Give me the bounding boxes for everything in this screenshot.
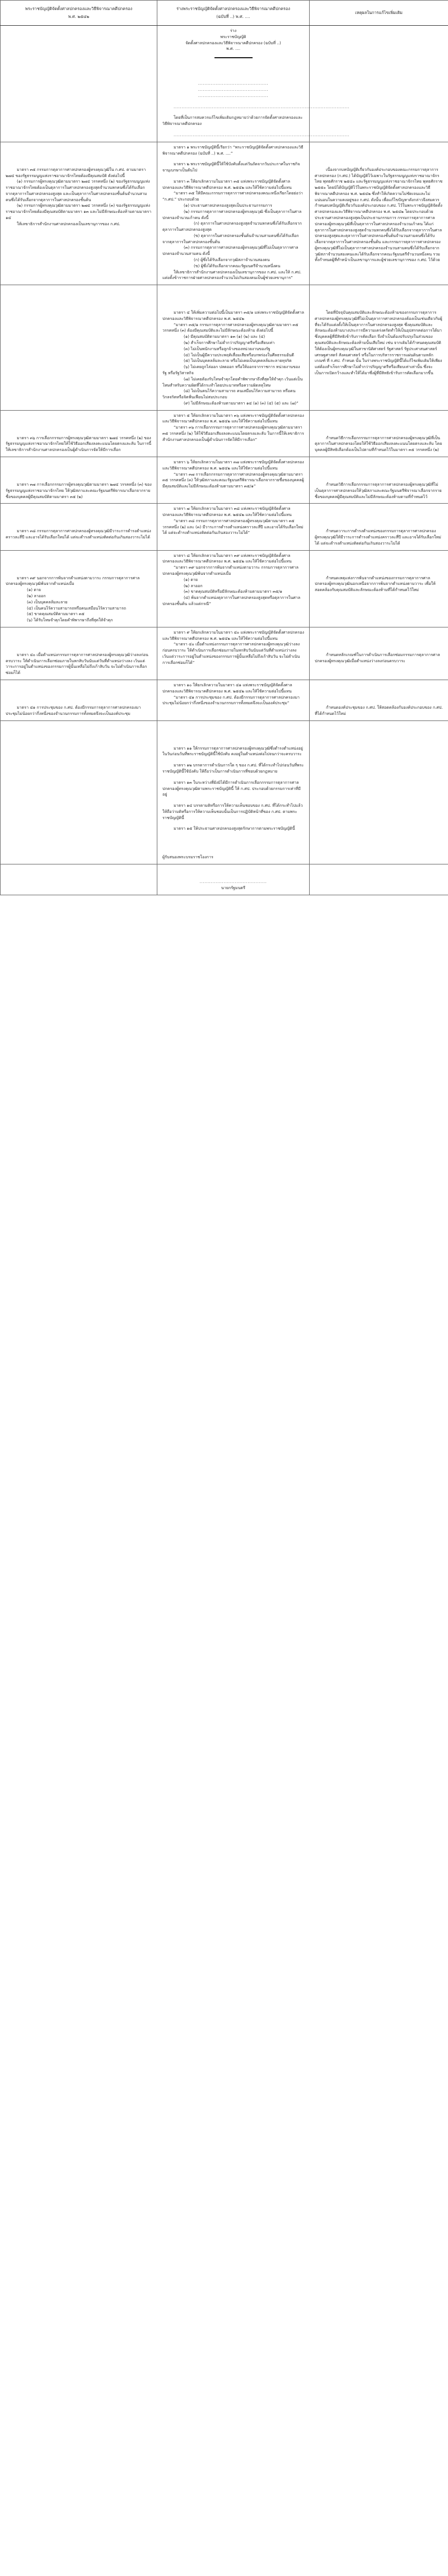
table-row bbox=[1, 720, 448, 864]
cell-1-right bbox=[310, 142, 448, 285]
paragraph: มาตรา ๑๓ ในระหว่างที่ยังมิได้มีการดำเนินการเลือกกรรมการตุลาการศาลปกครองผู้ทรงคุณวุฒิตามพระราชบัญญัตินี้ ให้ ก.ศป. ประกอบด้วยกรรมการเท่าที่มีอยู่ bbox=[162, 779, 301, 797]
vertical-spacer bbox=[6, 145, 152, 167]
paragraph: (๙) ไม่มีลักษณะต้องห้ามตามมาตรา ๑๔ (๑) (๓) (๔) (๕) และ (๗)” bbox=[184, 400, 298, 406]
vertical-spacer bbox=[315, 287, 443, 310]
paragraph: มาตรา ๑๕ ให้ประธานศาลปกครองสูงสุดรักษาการตามพระราชบัญญัตินี้ bbox=[174, 826, 295, 831]
cell-5-left bbox=[1, 504, 157, 550]
table-row bbox=[1, 680, 448, 721]
header-existing-act bbox=[1, 1, 157, 26]
paragraph: ให้เลขาธิการสำนักงานศาลปกครองเป็นเลขานุการของ ก.ศป. bbox=[17, 221, 120, 226]
vertical-spacer bbox=[162, 58, 304, 81]
paragraph: “มาตรา ๔๐ เมื่อตำแหน่งกรรมการตุลาการศาลปกครองผู้ทรงคุณวุฒิว่างลงก่อนครบวาระ ให้ดำเนินการเลือกซ่อมภายในหกสิบวันนับแต่วันที่ตำแหน่งว่างลง เว้นแต่วาระการอยู่ในตำแหน่งของกรรมการผู้นั้นเหลือไม่ถึงเก้าสิบวัน จะไม่ดำเนินการเลือกซ่อมก็ได้” bbox=[162, 641, 300, 665]
paragraph: .......................................... bbox=[199, 878, 267, 884]
cell-6-middle bbox=[157, 550, 310, 627]
vertical-spacer bbox=[162, 99, 304, 104]
vertical-spacer bbox=[6, 682, 152, 705]
cell-0-right bbox=[310, 26, 448, 142]
vertical-spacer bbox=[6, 553, 152, 575]
cell-8-right bbox=[310, 680, 448, 721]
header-reasons bbox=[310, 1, 448, 26]
paragraph: ............................................ bbox=[198, 92, 269, 98]
paragraph: (ก) ผู้ซึ่งได้รับเลือกจากวุฒิสภาจำนวนสองคน bbox=[194, 257, 270, 262]
paragraph: (๑) กรรมการผู้ทรงคุณวุฒิตามมาตรา ๒๗๔ วรรคหนึ่ง (๒) ของรัฐธรรมนูญแห่งราชอาณาจักรไทยต้องเป็นตุลาการในศาลปกครองสูงสุดจำนวนหกคนซึ่งได้รับเลือกจากตุลาการในศาลปกครองสูงสุด และเป็นตุลาการในศาลปกครองชั้นต้นจำนวนสามคนซึ่งได้รับเลือกจากตุลาการในศาลปกครองชั้นต้น bbox=[6, 179, 150, 202]
vertical-spacer bbox=[6, 413, 152, 435]
cell-8-middle bbox=[157, 680, 310, 721]
table-row bbox=[1, 26, 448, 142]
paragraph: พ.ศ. .... bbox=[226, 46, 240, 52]
paragraph: (๓) ไม่เป็นพนักงานหรือลูกจ้างของหน่วยงานของรัฐ bbox=[184, 346, 270, 351]
paragraph: โดยที่ปัจจุบันคุณสมบัติและลักษณะต้องห้ามของกรรมการตุลาการศาลปกครองผู้ทรงคุณวุฒิที่ไม่เป็นตุลาการศาลปกครองต้องเป็นเช่นเดียวกับผู้ที่จะได้รับแต่งตั้งให้เป็นตุลาการในศาลปกครองสูงสุด ซึ่งคุณสมบัติและลักษณะต้องห้ามบางประการมีความเคร่งครัดทำให้เป็นอุปสรรคต่อการได้มาซึ่งบุคคลผู้ที่มีสิทธิเข้ารับการคัดเลือก จึงจำเป็นต้องปรับปรุงในส่วนของคุณสมบัติและลักษณะต้องห้ามนั้นเสียใหม่ เช่น จากเดิมได้กำหนดคุณสมบัติให้ต้องเป็นผู้ทรงคุณวุฒิในสาขานิติศาสตร์ รัฐศาสตร์ รัฐประศาสนศาสตร์ เศรษฐศาสตร์ สังคมศาสตร์ หรือในการบริหารราชการแผ่นดินตามหลักเกณฑ์ ที่ ก.ศป. กำหนด นั้น ในร่างพระราชบัญญัตินี้ได้แก้ไขเพิ่มเติมให้เพียงแต่ต้องสำเร็จการศึกษาไม่ต่ำกว่าปริญญาตรีหรือเทียบเท่าเท่านั้น ซึ่งจะเป็นการเปิดกว้างและทำให้ได้มาซึ่งผู้ที่มีสิทธิเข้ารับการคัดเลือกมากขึ้น bbox=[315, 310, 442, 375]
paragraph: (๑) ตาย bbox=[27, 587, 41, 593]
paragraph: มาตรา ๑๐ ให้ยกเลิกความในมาตรา ๔๑ แห่งพระราชบัญญัติจัดตั้งศาลปกครองและวิธีพิจารณาคดีปกครอง พ.ศ. ๒๕๔๒ และให้ใช้ความต่อไปนี้แทน bbox=[162, 682, 292, 694]
cell-6-left bbox=[1, 550, 157, 627]
table-row bbox=[1, 285, 448, 411]
cell-5-right bbox=[310, 504, 448, 550]
paragraph: (๓) เป็นบุคคลล้มละลาย bbox=[27, 599, 68, 605]
paragraph: กำหนดหลักเกณฑ์ในการดำเนินการเลือกซ่อมกรรมการตุลาการศาลปกครองผู้ทรงคุณวุฒิเมื่อตำแหน่งว่างลงก่อนครบวาระ bbox=[315, 652, 440, 663]
paragraph: มาตรา ๔๐ เมื่อตำแหน่งกรรมการตุลาการศาลปกครองผู้ทรงคุณวุฒิว่างลงก่อนครบวาระ ให้ดำเนินการเลือกซ่อมภายในหกสิบวันนับแต่วันที่ตำแหน่งว่างลง เว้นแต่วาระการอยู่ในตำแหน่งของกรรมการผู้นั้นเหลือไม่ถึงเก้าสิบวัน จะไม่ดำเนินการเลือกซ่อมก็ได้ bbox=[6, 652, 148, 676]
paragraph: (๔) พ้นจากตำแหน่งตุลาการในศาลปกครองสูงสุดหรือตุลาการในศาลปกครองชั้นต้น แล้วแต่กรณี” bbox=[162, 595, 301, 606]
header-existing-act-line1: พระราชบัญญัติจัดตั้งศาลปกครองและวิธีพิจารณาคดีปกครอง bbox=[25, 6, 133, 11]
header-reasons-label: เหตุผลในการแก้ไขเพิ่มเติม bbox=[355, 10, 403, 16]
paragraph: (ข) ตุลาการในศาลปกครองชั้นต้นจำนวนสามคนซึ่งได้รับเลือกจากตุลาการในศาลปกครองชั้นต้น bbox=[162, 233, 299, 244]
paragraph: (๒) ลาออก bbox=[27, 593, 46, 598]
paragraph: มาตรา ๓๘ กรรมการตุลาการศาลปกครองผู้ทรงคุณวุฒิมีวาระการดำรงตำแหน่งคราวละสี่ปี และอาจได้รับเลือกใหม่ได้ แต่จะดำรงตำแหน่งติดต่อกันเกินสองวาระไม่ได้ bbox=[6, 528, 151, 540]
cell-2-middle bbox=[157, 285, 310, 411]
paragraph: (๔) ไม่เป็นผู้มีความประพฤติเสื่อมเสียหรือบกพร่องในศีลธรรมอันดี bbox=[184, 352, 294, 357]
comparison-document bbox=[0, 0, 448, 895]
vertical-spacer bbox=[162, 775, 304, 780]
paragraph: ............................................ bbox=[198, 87, 269, 92]
header-draft-act bbox=[157, 1, 310, 26]
paragraph: “มาตรา ๔๑ การประชุมของ ก.ศป. ต้องมีกรรมการตุลาการศาลปกครองมาประชุมไม่น้อยกว่ากึ่งหนึ่งของจำนวนกรรมการทั้งหมดจึงจะเป็นองค์ประชุม” bbox=[162, 694, 300, 706]
paragraph: มาตรา ๖ ให้ยกเลิกความในมาตรา ๓๗ แห่งพระราชบัญญัติจัดตั้งศาลปกครองและวิธีพิจารณาคดีปกครอง พ.ศ. ๒๕๔๒ และให้ใช้ความต่อไปนี้แทน bbox=[162, 459, 304, 471]
legislation-comparison-table bbox=[0, 0, 448, 895]
vertical-spacer bbox=[162, 832, 304, 854]
paragraph: (๔) เป็นคนไร้ความสามารถหรือคนเสมือนไร้ความสามารถ bbox=[27, 605, 127, 611]
table-body bbox=[1, 26, 448, 895]
cell-9-middle bbox=[157, 720, 310, 864]
paragraph: .............................................................................................................. bbox=[174, 132, 350, 137]
paragraph: (๒) สำเร็จการศึกษาไม่ต่ำกว่าปริญญาตรีหรือเทียบเท่า bbox=[184, 340, 275, 346]
cell-2-right bbox=[310, 285, 448, 411]
paragraph: (๗) ไม่เคยต้องรับโทษจำคุกโดยคำพิพากษาถึงที่สุดให้จำคุก เว้นแต่เป็นโทษสำหรับความผิดที่ได้กระทำโดยประมาทหรือความผิดลหุโทษ bbox=[162, 376, 303, 388]
table-row bbox=[1, 864, 448, 895]
cell-8-left bbox=[1, 680, 157, 721]
cell-3-left bbox=[1, 410, 157, 457]
vertical-spacer bbox=[162, 156, 304, 161]
table-row bbox=[1, 410, 448, 457]
paragraph: มาตรา ๓๗ การเลือกกรรมการผู้ทรงคุณวุฒิตามมาตรา ๒๗๔ วรรคหนึ่ง (๓) ของรัฐธรรมนูญแห่งราชอาณาจักรไทย ให้วุฒิสภาและคณะรัฐมนตรีพิจารณาเลือกจากรายชื่อของบุคคลผู้มีคุณสมบัติตามมาตรา ๓๕ (๒) bbox=[6, 481, 152, 499]
paragraph: มาตรา ๕ ให้ยกเลิกความในมาตรา ๓๖ แห่งพระราชบัญญัติจัดตั้งศาลปกครองและวิธีพิจารณาคดีปกครอง พ.ศ. ๒๕๔๒ และให้ใช้ความต่อไปนี้แทน bbox=[162, 412, 304, 424]
paragraph: (๕) ขาดคุณสมบัติตามมาตรา ๓๕ bbox=[27, 611, 85, 617]
paragraph: มาตรา ๑๑ ให้กรรมการตุลาการศาลปกครองผู้ทรงคุณวุฒิซึ่งดำรงตำแหน่งอยู่ในวันก่อนวันที่พระราชบัญญัตินี้ใช้บังคับ คงอยู่ในตำแหน่งต่อไปจนกว่าจะครบวาระ bbox=[162, 745, 303, 757]
paragraph: “มาตรา ๓๘ กรรมการตุลาการศาลปกครองผู้ทรงคุณวุฒิตามมาตรา ๓๕ วรรคหนึ่ง (๒) และ (๓) มีวาระการดำรงตำแหน่งคราวละสี่ปี และอาจได้รับเลือกใหม่ได้ แต่จะดำรงตำแหน่งติดต่อกันเกินสองวาระไม่ได้” bbox=[162, 518, 304, 536]
paragraph: (๕) ไม่เป็นบุคคลล้มละลาย หรือไม่เคยเป็นบุคคลล้มละลายทุจริต bbox=[184, 358, 292, 364]
paragraph: (๒) กรรมการผู้ทรงคุณวุฒิตามมาตรา ๒๗๔ วรรคหนึ่ง (๓) ของรัฐธรรมนูญแห่งราชอาณาจักรไทยต้องมีคุณสมบัติตามมาตรา ๑๓ และไม่มีลักษณะต้องห้ามตามมาตรา ๑๔ bbox=[6, 203, 152, 220]
paragraph: กำหนดองค์ประชุมของ ก.ศป. ให้สอดคล้องกับองค์ประกอบของ ก.ศป. ที่ได้กำหนดไว้ใหม่ bbox=[315, 705, 443, 716]
vertical-spacer bbox=[6, 459, 152, 482]
paragraph: มาตรา ๓๙ นอกจากการพ้นจากตำแหน่งตามวาระ กรรมการตุลาการศาลปกครองผู้ทรงคุณวุฒิพ้นจากตำแหน่งเมื่อ bbox=[6, 575, 140, 587]
cell-4-middle bbox=[157, 457, 310, 503]
paragraph: (๓) ขาดคุณสมบัติหรือมีลักษณะต้องห้ามตามมาตรา ๓๕/๑ bbox=[184, 589, 283, 594]
vertical-spacer bbox=[162, 723, 304, 746]
vertical-spacer bbox=[6, 506, 152, 528]
table-row bbox=[1, 627, 448, 680]
paragraph: (๒) ลาออก bbox=[184, 583, 203, 588]
paragraph: กำหนดวิธีการเลือกกรรมการตุลาการศาลปกครองผู้ทรงคุณวุฒิที่ไม่เป็นตุลาการศาลปกครองให้วุฒิสภาและคณะรัฐมนตรีพิจารณาเลือกจากรายชื่อของบุคคลผู้มีคุณสมบัติและไม่มีลักษณะต้องห้ามตามที่กำหนดไว้ bbox=[315, 481, 442, 499]
vertical-spacer bbox=[315, 630, 443, 652]
vertical-spacer bbox=[162, 127, 304, 132]
cell-2-left bbox=[1, 285, 157, 411]
paragraph: เนื่องจากบทบัญญัติเกี่ยวกับองค์ประกอบของคณะกรรมการตุลาการศาลปกครอง (ก.ศป.) ได้บัญญัติไว้เฉพาะในรัฐธรรมนูญแห่งราชอาณาจักรไทย พุทธศักราช ๒๕๔๐ และรัฐธรรมนูญแห่งราชอาณาจักรไทย พุทธศักราช ๒๕๕๐ โดยมิได้บัญญัติไว้ในพระราชบัญญัติจัดตั้งศาลปกครองและวิธีพิจารณาคดีปกครอง พ.ศ. ๒๕๔๒ ซึ่งทำให้เกิดความไม่ชัดเจนและไม่แน่นอนในความคงอยู่ของ ก.ศป. ดังนั้น เพื่อแก้ไขปัญหาดังกล่าวจึงสมควรกำหนดบทบัญญัติเกี่ยวกับองค์ประกอบของ ก.ศป. ไว้ในพระราชบัญญัติจัดตั้งศาลปกครองและวิธีพิจารณาคดีปกครอง พ.ศ. ๒๕๔๒ โดยประกอบด้วยประธานศาลปกครองสูงสุดเป็นประธานกรรมการ กรรมการตุลาการศาลปกครองผู้ทรงคุณวุฒิที่เป็นตุลาการในศาลปกครองจำนวนเก้าคน ได้แก่ ตุลาการในศาลปกครองสูงสุดจำนวนหกคนซึ่งได้รับเลือกจากตุลาการในศาลปกครองสูงสุดและตุลาการในศาลปกครองชั้นต้นจำนวนสามคนซึ่งได้รับเลือกจากตุลาการในศาลปกครองชั้นต้น และกรรมการตุลาการศาลปกครองผู้ทรงคุณวุฒิที่ไม่เป็นตุลาการศาลปกครองจำนวนสามคนซึ่งได้รับเลือกจากวุฒิสภาจำนวนสองคนและได้รับเลือกจากคณะรัฐมนตรีจำนวนหนึ่งคน รวมทั้งกำหนดผู้ที่ทำหน้าเป็นเลขานุการและผู้ช่วยเลขานุการของ ก.ศป. ไว้ด้วย bbox=[315, 166, 443, 263]
paragraph: มาตรา ๓๖ การเลือกกรรมการผู้ทรงคุณวุฒิตามมาตรา ๒๗๔ วรรคหนึ่ง (๒) ของรัฐธรรมนูญแห่งราชอาณาจักรไทยให้ใช้วิธีออกเสียงลงคะแนนโดยตรงและลับ ในการนี้ให้เลขาธิการสำนักงานศาลปกครองเป็นผู้ดำเนินการจัดให้มีการเลือก bbox=[6, 435, 152, 453]
vertical-spacer bbox=[6, 630, 152, 652]
paragraph: (ข) ผู้ซึ่งได้รับเลือกจากคณะรัฐมนตรีจำนวนหนึ่งคน bbox=[194, 263, 281, 268]
paragraph: ผู้รับสนองพระบรมราชโองการ bbox=[162, 854, 213, 860]
table-row bbox=[1, 142, 448, 285]
paragraph: “มาตรา ๓๗ การเลือกกรรมการตุลาการศาลปกครองผู้ทรงคุณวุฒิตามมาตรา ๓๕ วรรคหนึ่ง (๓) ให้วุฒิสภาและคณะรัฐมนตรีพิจารณาเลือกจากรายชื่อของบุคคลผู้มีคุณสมบัติและไม่มีลักษณะต้องห้ามตามมาตรา ๓๕/๑” bbox=[162, 471, 304, 489]
cell-9-left bbox=[1, 720, 157, 864]
cell-10-middle bbox=[157, 864, 310, 895]
paragraph: (๑) มีคุณสมบัติตามมาตรา ๑๓ (๑) (๒) และ (๔) bbox=[184, 334, 265, 340]
cell-1-middle bbox=[157, 142, 310, 285]
vertical-spacer bbox=[162, 287, 304, 310]
cell-9-right bbox=[310, 720, 448, 864]
paragraph: ให้เลขาธิการสำนักงานศาลปกครองเป็นเลขานุการของ ก.ศป. และให้ ก.ศป. แต่งตั้งข้าราชการฝ่ายศาลปกครองจำนวนไม่เกินสองคนเป็นผู้ช่วยเลขานุการ” bbox=[162, 269, 301, 281]
vertical-spacer bbox=[315, 413, 443, 435]
paragraph: พระราชบัญญัติ bbox=[220, 34, 246, 39]
cell-0-middle bbox=[157, 26, 350, 142]
vertical-spacer bbox=[315, 506, 443, 528]
cell-7-right bbox=[310, 627, 448, 680]
paragraph: มาตรา ๑๔ บรรดามติหรือการให้ความเห็นชอบของ ก.ศป. ที่ได้กระทำไปแล้ว ให้ถือว่ามติหรือการให้ความเห็นชอบนั้นเป็นการปฏิบัติหน้าที่ของ ก.ศป. ตามพระราชบัญญัตินี้ bbox=[162, 803, 303, 820]
paragraph: (ก) ตุลาการในศาลปกครองสูงสุดจำนวนหกคนซึ่งได้รับเลือกจากตุลาการในศาลปกครองสูงสุด bbox=[162, 221, 302, 233]
paragraph: “มาตรา ๓๙ นอกจากการพ้นจากตำแหน่งตามวาระ กรรมการตุลาการศาลปกครองผู้ทรงคุณวุฒิพ้นจากตำแหน่งเมื่อ bbox=[162, 565, 298, 576]
paragraph: มาตรา ๓๕ กรรมการตุลาการศาลปกครองผู้ทรงคุณวุฒิใน ก.ศป. ตามมาตรา ๒๗๔ ของรัฐธรรมนูญแห่งราชอาณาจักรไทยต้องมีคุณสมบัติ ดังต่อไปนี้ bbox=[6, 166, 146, 178]
paragraph: มาตรา ๒ พระราชบัญญัตินี้ให้ใช้บังคับตั้งแต่วันถัดจากวันประกาศในราชกิจจานุเบกษาเป็นต้นไป bbox=[162, 161, 300, 173]
paragraph: มาตรา ๘ ให้ยกเลิกความในมาตรา ๓๙ แห่งพระราชบัญญัติจัดตั้งศาลปกครองและวิธีพิจารณาคดีปกครอง พ.ศ. ๒๕๔๒ และให้ใช้ความต่อไปนี้แทน bbox=[162, 552, 292, 564]
paragraph: กำหนดเหตุแห่งการพ้นจากตำแหน่งของกรรมการตุลาการศาลปกครองผู้ทรงคุณวุฒินอกเหนือจากการพ้นจากตำแหน่งตามวาระ เพื่อให้สอดคล้องกับคุณสมบัติและลักษณะต้องห้ามที่ได้กำหนดไว้ใหม่ bbox=[315, 575, 436, 593]
cell-4-left bbox=[1, 457, 157, 503]
paragraph: .............................................................................................................. bbox=[174, 104, 350, 109]
paragraph: มาตรา ๑๒ บรรดาการดำเนินการใด ๆ ของ ก.ศป. ที่ได้กระทำไปก่อนวันที่พระราชบัญญัตินี้ใช้บังคับ ให้ถือว่าเป็นการดำเนินการที่ชอบด้วยกฎหมาย bbox=[162, 762, 304, 774]
cell-6-right bbox=[310, 550, 448, 627]
paragraph: (๑) ตาย bbox=[184, 576, 198, 582]
paragraph: จัดตั้งศาลปกครองและวิธีพิจารณาคดีปกครอง (ฉบับที่ ..) bbox=[185, 40, 281, 45]
cell-1-left bbox=[1, 142, 157, 285]
vertical-spacer bbox=[315, 553, 443, 575]
vertical-spacer bbox=[162, 174, 304, 179]
cell-3-right bbox=[310, 410, 448, 457]
paragraph: (๖) ไม่เคยถูกไล่ออก ปลดออก หรือให้ออกจากราชการ หน่วยงานของรัฐ หรือรัฐวิสาหกิจ bbox=[162, 364, 300, 375]
cell-7-middle bbox=[157, 627, 310, 680]
paragraph: (๓) กรรมการตุลาการศาลปกครองผู้ทรงคุณวุฒิที่ไม่เป็นตุลาการศาลปกครองจำนวนสามคน ดังนี้ bbox=[162, 245, 298, 257]
paragraph: มาตรา ๔ ให้เพิ่มความต่อไปนี้เป็นมาตรา ๓๕/๑ แห่งพระราชบัญญัติจัดตั้งศาลปกครองและวิธีพิจารณาคดีปกครอง พ.ศ. ๒๕๔๒ bbox=[162, 310, 304, 321]
paragraph: กำหนดวิธีการเลือกกรรมการตุลาการศาลปกครองผู้ทรงคุณวุฒิที่เป็นตุลาการในศาลปกครองโดยให้ใช้วิธีออกเสียงลงคะแนนโดยตรงและลับ โดยบุคคลผู้มีสิทธิเลือกต้องเป็นไปตามที่กำหนดไว้ในมาตรา ๓๕ วรรคหนึ่ง (๒) bbox=[315, 435, 442, 453]
paragraph: “มาตรา ๓๕ ให้มีคณะกรรมการตุลาการศาลปกครองคณะหนึ่งเรียกโดยย่อว่า “ก.ศป.” ประกอบด้วย bbox=[162, 190, 303, 202]
cell-3-middle bbox=[157, 410, 310, 457]
vertical-spacer bbox=[162, 757, 304, 762]
paragraph: มาตรา ๑ พระราชบัญญัตินี้เรียกว่า “พระราชบัญญัติจัดตั้งศาลปกครองและวิธีพิจารณาคดีปกครอง (ฉบับที่ ..) พ.ศ. ....” bbox=[162, 144, 304, 156]
paragraph: “มาตรา ๓๖ การเลือกกรรมการตุลาการศาลปกครองผู้ทรงคุณวุฒิตามมาตรา ๓๕ วรรคหนึ่ง (๒) ให้ใช้วิธีออกเสียงลงคะแนนโดยตรงและลับ ในการนี้ให้เลขาธิการสำนักงานศาลปกครองเป็นผู้ดำเนินการจัดให้มีการเลือก” bbox=[162, 425, 304, 442]
paragraph: (๖) ได้รับโทษจำคุกโดยคำพิพากษาถึงที่สุดให้จำคุก bbox=[27, 617, 113, 623]
vertical-spacer bbox=[162, 798, 304, 803]
cell-0-left bbox=[1, 26, 157, 142]
paragraph: มาตรา ๔๑ การประชุมของ ก.ศป. ต้องมีกรรมการตุลาการศาลปกครองมาประชุมไม่น้อยกว่ากึ่งหนึ่งของจำนวนกรรมการทั้งหมดจึงจะเป็นองค์ประชุม bbox=[6, 705, 141, 716]
paragraph: (๘) ไม่เป็นคนไร้ความสามารถ คนเสมือนไร้ความสามารถ หรือคนวิกลจริตหรือจิตฟั่นเฟือนไม่สมประกอบ bbox=[162, 388, 296, 400]
paragraph: (๑) ประธานศาลปกครองสูงสุดเป็นประธานกรรมการ bbox=[184, 202, 272, 208]
table-row bbox=[1, 457, 448, 503]
paragraph: “มาตรา ๓๕/๑ กรรมการตุลาการศาลปกครองผู้ทรงคุณวุฒิตามมาตรา ๓๕ วรรคหนึ่ง (๓) ต้องมีคุณสมบัติและไม่มีลักษณะต้องห้าม ดังต่อไปนี้ bbox=[162, 322, 298, 333]
paragraph: นายกรัฐมนตรี bbox=[221, 885, 245, 890]
paragraph: มาตรา ๗ ให้ยกเลิกความในมาตรา ๓๘ แห่งพระราชบัญญัติจัดตั้งศาลปกครองและวิธีพิจารณาคดีปกครอง พ.ศ. ๒๕๔๒ และให้ใช้ความต่อไปนี้แทน bbox=[162, 506, 292, 518]
paragraph: โดยที่เป็นการสมควรแก้ไขเพิ่มเติมกฎหมายว่าด้วยการจัดตั้งศาลปกครองและวิธีพิจารณาคดีปกครอง bbox=[162, 115, 303, 127]
header-existing-act-line2: พ.ศ. ๒๕๔๒ bbox=[68, 14, 90, 20]
vertical-spacer bbox=[162, 867, 304, 879]
vertical-spacer bbox=[315, 682, 443, 705]
cell-10-left bbox=[1, 864, 157, 895]
paragraph: กำหนดวาระการดำรงตำแหน่งของกรรมการตุลาการศาลปกครองผู้ทรงคุณวุฒิให้มีวาระการดำรงตำแหน่งคราวละสี่ปี และอาจได้รับเลือกใหม่ได้ แต่จะดำรงตำแหน่งติดต่อกันเกินสองวาระไม่ได้ bbox=[315, 528, 441, 546]
paragraph: มาตรา ๙ ให้ยกเลิกความในมาตรา ๔๐ แห่งพระราชบัญญัติจัดตั้งศาลปกครองและวิธีพิจารณาคดีปกครอง พ.ศ. ๒๕๔๒ และให้ใช้ความต่อไปนี้แทน bbox=[162, 629, 304, 641]
table-row bbox=[1, 550, 448, 627]
paragraph: มาตรา ๓ ให้ยกเลิกความในมาตรา ๓๕ แห่งพระราชบัญญัติจัดตั้งศาลปกครองและวิธีพิจารณาคดีปกครอง พ.ศ. ๒๕๔๒ และให้ใช้ความต่อไปนี้แทน bbox=[162, 178, 292, 190]
paragraph: ร่าง bbox=[230, 28, 237, 34]
cell-5-middle bbox=[157, 504, 310, 550]
table-row bbox=[1, 504, 448, 550]
cell-4-right bbox=[310, 457, 448, 503]
table-header-row bbox=[1, 1, 448, 26]
cell-10-right bbox=[310, 864, 448, 895]
paragraph: ............................................ bbox=[198, 81, 269, 86]
vertical-spacer bbox=[315, 459, 443, 482]
header-draft-act-line2: (ฉบับที่ ..) พ.ศ. .... bbox=[216, 14, 250, 20]
vertical-spacer bbox=[315, 145, 443, 167]
paragraph: (๒) กรรมการตุลาการศาลปกครองผู้ทรงคุณวุฒิ ซึ่งเป็นตุลาการในศาลปกครองจำนวนเก้าคน ดังนี้ bbox=[162, 208, 302, 220]
header-draft-act-line1: ร่างพระราชบัญญัติจัดตั้งศาลปกครองและวิธีพิจารณาคดีปกครอง bbox=[176, 6, 290, 11]
cell-7-left bbox=[1, 627, 157, 680]
